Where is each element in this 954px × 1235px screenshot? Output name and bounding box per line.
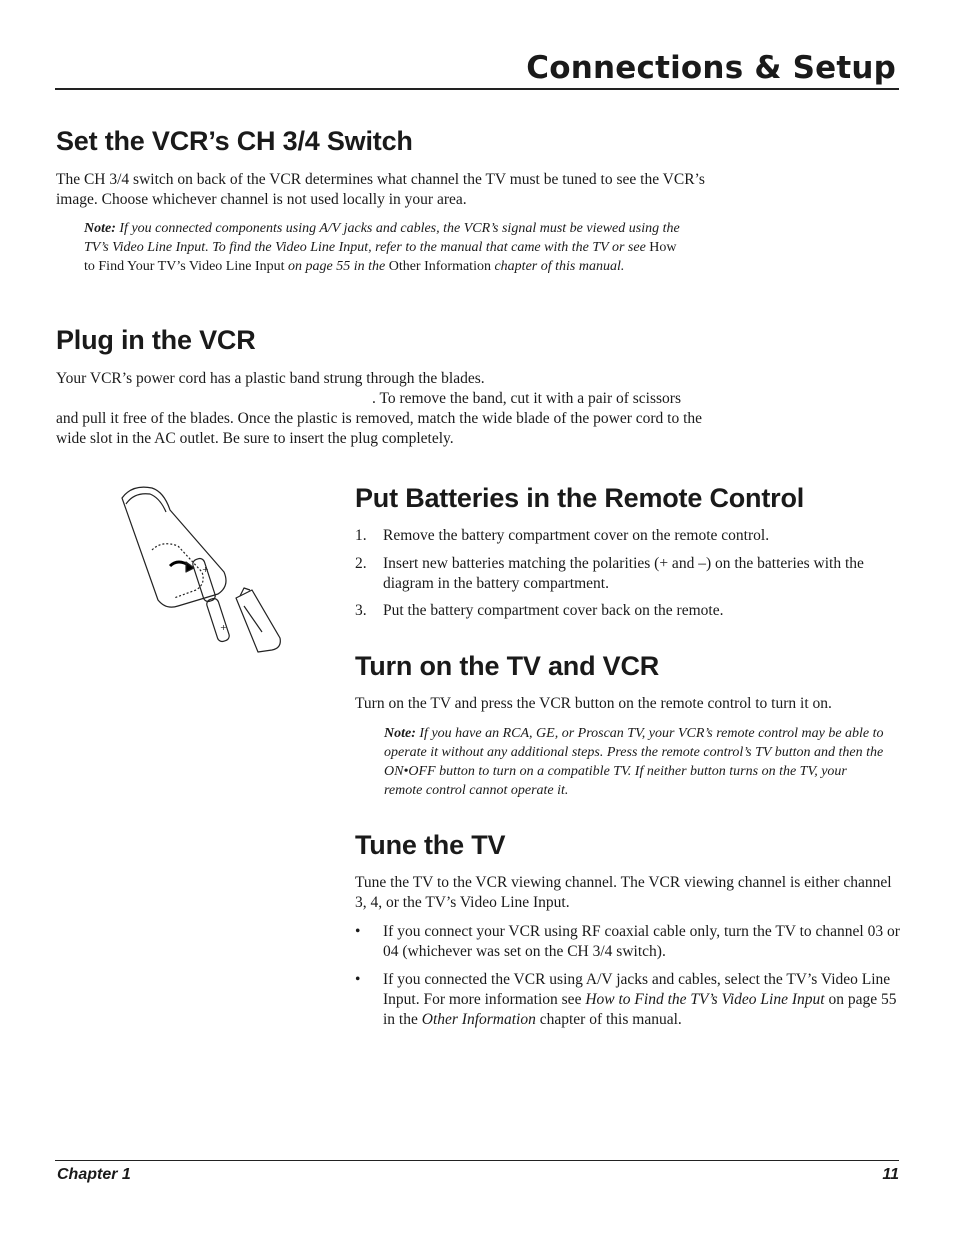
note-label: Note: — [84, 221, 116, 236]
step-number: 3. — [355, 602, 367, 619]
list-item — [355, 601, 905, 621]
note-text: If you have an RCA, GE, or Proscan TV, your VCR’s remote control may be able to operate it without any additional steps. Press the remote control’s TV button and then the ON•OFF button to turn on a compatible TV. If neither button turns on the TV, your remote control cannot operate it. — [384, 726, 884, 798]
remote-battery-illustration-icon — [112, 480, 292, 660]
turn-on-body: Turn on the TV and press the VCR button on the remote control to turn it on. — [355, 695, 832, 712]
list-item — [355, 526, 905, 546]
footer-divider — [55, 1160, 899, 1161]
footer-chapter: Chapter 1 — [57, 1166, 131, 1183]
bullet-text: If you connected the VCR using A/V jacks and cables, select the TV’s Video Line Input. For more information see — [383, 971, 891, 1008]
step-text: Put the battery compartment cover back on the remote. — [383, 602, 724, 619]
note-reference-other-information: Other Information — [388, 259, 491, 274]
heading-vcr-switch: Set the VCR’s CH 3/4 Switch — [56, 126, 413, 156]
turn-on-note — [384, 724, 884, 800]
page-header-title: Connections & Setup — [526, 50, 896, 86]
vcr-switch-note — [84, 219, 684, 276]
bullet-text: If you connect your VCR using RF coaxial cable only, turn the TV to channel 03 or 04 (whichever was set on the CH 3/4 switch). — [383, 923, 900, 960]
heading-turn-on: Turn on the TV and VCR — [355, 651, 660, 681]
plug-in-line-1: Your VCR’s power cord has a plastic band strung through the blades. — [56, 370, 485, 387]
tune-tv-bullet-list — [355, 922, 910, 1030]
bullet-text: chapter of this manual. — [539, 1011, 682, 1028]
reference-video-line-input: How to Find the TV’s Video Line Input — [585, 991, 825, 1008]
list-item — [355, 970, 910, 1030]
step-text: Remove the battery compartment cover on the remote control. — [383, 527, 770, 544]
plug-in-line-3: and pull it free of the blades. Once the plastic is removed, match the wide blade of the power cord to the wide slot in the AC outlet. Be sure to insert the plug completely. — [56, 410, 703, 447]
note-text: on page 55 in the — [288, 259, 386, 274]
list-item — [355, 554, 905, 594]
heading-batteries: Put Batteries in the Remote Control — [355, 483, 805, 513]
note-label: Note: — [384, 726, 416, 741]
footer-page-number: 11 — [882, 1166, 899, 1183]
plug-in-line-2: . To remove the band, cut it with a pair of scissors — [372, 390, 681, 407]
bullet-marker: • — [355, 923, 361, 940]
vcr-switch-body: The CH 3/4 switch on back of the VCR determines what channel the TV must be tuned to see the VCR’s image. Choose whichever channel is not used locally in your area. — [56, 171, 705, 208]
heading-plug-in: Plug in the VCR — [56, 325, 256, 355]
reference-other-information: Other Information — [421, 1011, 536, 1028]
bullet-marker: • — [355, 971, 361, 988]
heading-tune-tv: Tune the TV — [355, 830, 506, 860]
note-text: chapter of this manual. — [494, 259, 625, 274]
list-item — [355, 922, 910, 962]
note-text: If you connected components using A/V jacks and cables, the VCR’s signal must be viewed using the TV’s Video Line Input. To find the Video Line Input, refer to the manual that came with the TV or see — [84, 221, 680, 255]
header-divider — [55, 88, 899, 90]
step-number: 1. — [355, 527, 367, 544]
battery-steps-list — [355, 526, 905, 621]
tune-tv-body: Tune the TV to the VCR viewing channel. The VCR viewing channel is either channel 3, 4, or the TV’s Video Line Input. — [355, 874, 892, 911]
bullet-text: on page 55 in the — [383, 991, 897, 1028]
step-text: Insert new batteries matching the polarities (+ and –) on the batteries with the diagram in the battery compartment. — [383, 555, 864, 592]
svg-text:+: + — [202, 565, 209, 574]
step-number: 2. — [355, 555, 367, 572]
svg-text:+: + — [220, 623, 227, 632]
note-reference-video-line-input: How to Find Your TV’s Video Line Input — [84, 240, 677, 274]
